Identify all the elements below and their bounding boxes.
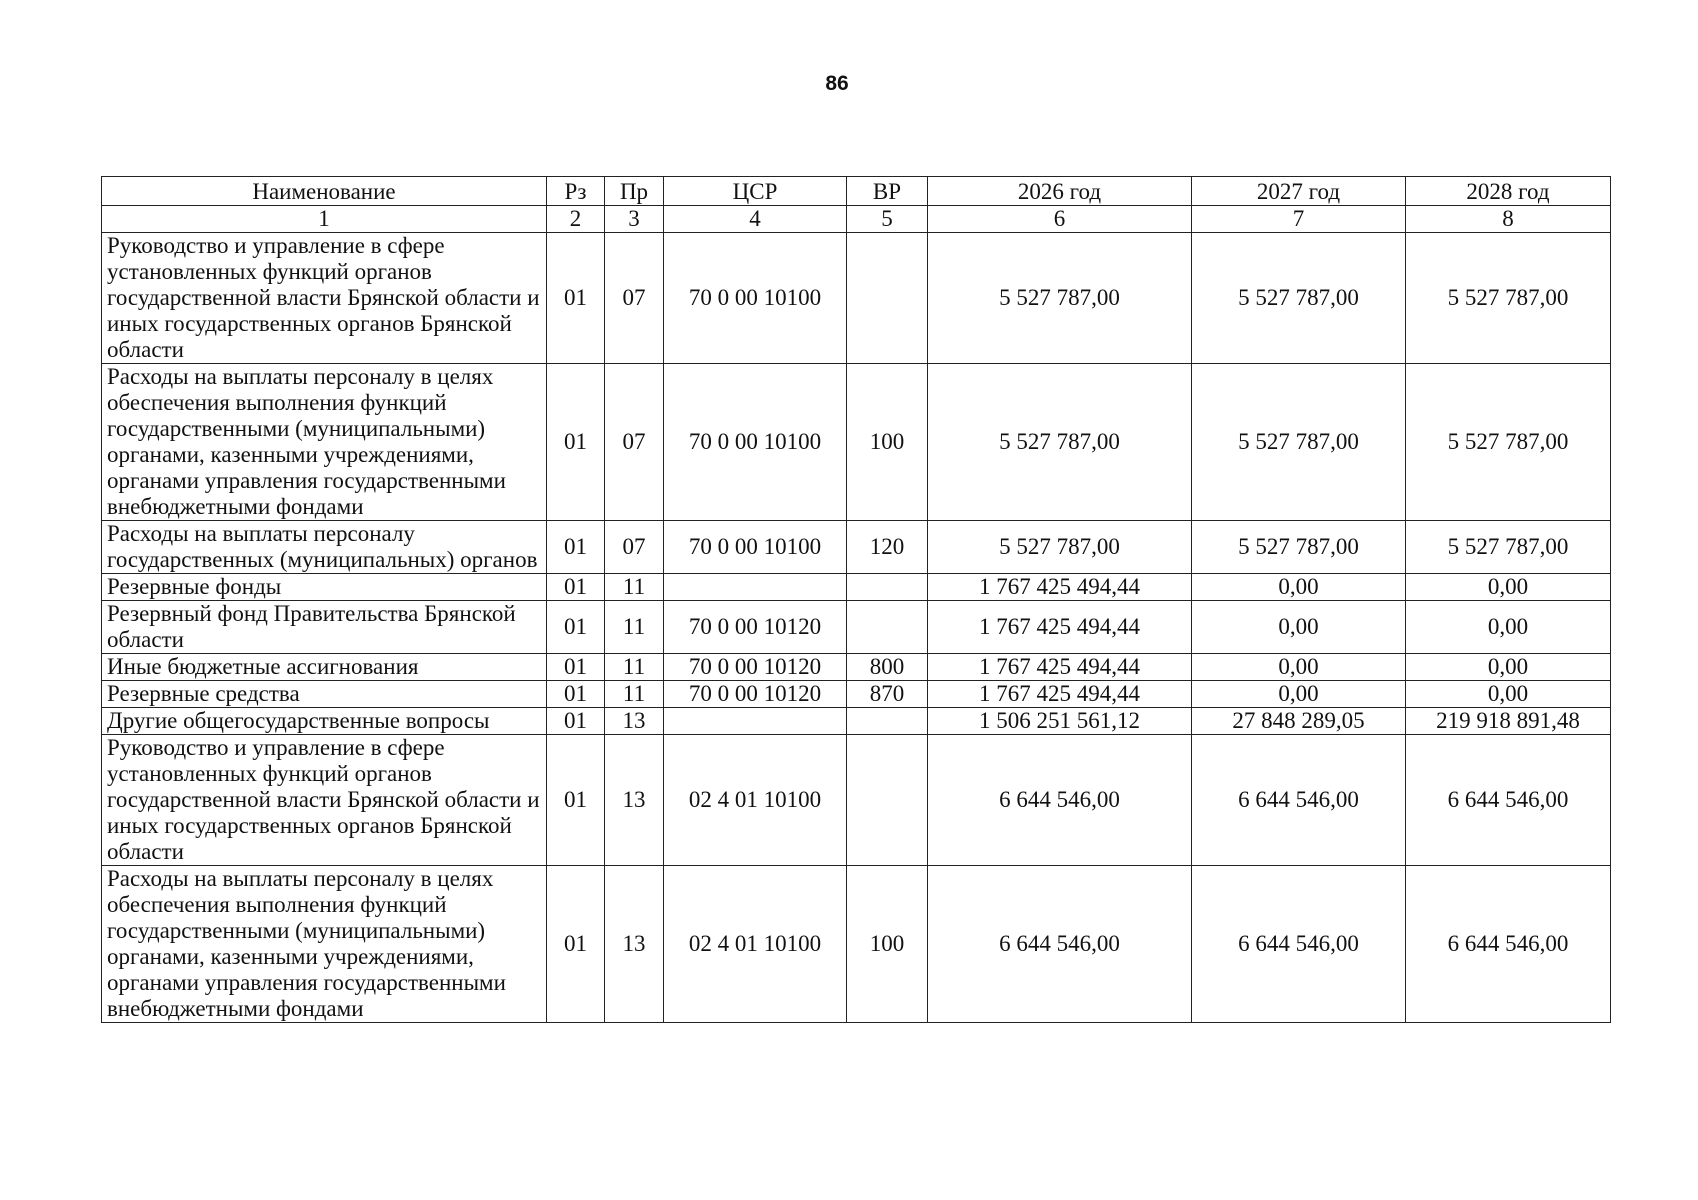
column-number: 2 xyxy=(547,206,605,233)
header-2028: 2028 год xyxy=(1406,177,1611,206)
row-2028: 6 644 546,00 xyxy=(1406,735,1611,866)
row-2027: 0,00 xyxy=(1192,654,1406,681)
row-rz: 01 xyxy=(547,601,605,654)
column-number: 4 xyxy=(664,206,847,233)
row-2028: 5 527 787,00 xyxy=(1406,521,1611,574)
row-rz: 01 xyxy=(547,681,605,708)
row-pr: 07 xyxy=(605,521,664,574)
row-2027: 27 848 289,05 xyxy=(1192,708,1406,735)
page-number: 86 xyxy=(825,72,849,95)
row-vr xyxy=(847,601,928,654)
row-2026: 1 767 425 494,44 xyxy=(928,681,1192,708)
row-vr: 800 xyxy=(847,654,928,681)
row-vr xyxy=(847,735,928,866)
row-vr: 870 xyxy=(847,681,928,708)
row-vr: 100 xyxy=(847,364,928,521)
row-rz: 01 xyxy=(547,364,605,521)
row-pr: 11 xyxy=(605,681,664,708)
row-csr: 70 0 00 10100 xyxy=(664,521,847,574)
table-row xyxy=(102,866,1611,1023)
row-rz: 01 xyxy=(547,233,605,364)
row-2028: 219 918 891,48 xyxy=(1406,708,1611,735)
row-csr xyxy=(664,708,847,735)
row-rz: 01 xyxy=(547,574,605,601)
row-name: Расходы на выплаты персоналу государственных (муниципальных) органов xyxy=(102,521,547,574)
column-number: 8 xyxy=(1406,206,1611,233)
header-pr: Пр xyxy=(605,177,664,206)
row-2026: 5 527 787,00 xyxy=(928,521,1192,574)
row-2026: 1 767 425 494,44 xyxy=(928,601,1192,654)
row-2026: 6 644 546,00 xyxy=(928,866,1192,1023)
row-pr: 13 xyxy=(605,866,664,1023)
row-2026: 6 644 546,00 xyxy=(928,735,1192,866)
row-rz: 01 xyxy=(547,654,605,681)
row-name: Резервный фонд Правительства Брянской области xyxy=(102,601,547,654)
row-name: Расходы на выплаты персоналу в целях обеспечения выполнения функций государственными (муниципальными) органами, казенными учреждениями, органами управления государственными внебюджетными фондами xyxy=(102,866,547,1023)
row-rz: 01 xyxy=(547,866,605,1023)
row-vr xyxy=(847,233,928,364)
table-row xyxy=(102,735,1611,866)
header-2026: 2026 год xyxy=(928,177,1192,206)
table-row xyxy=(102,708,1611,735)
row-vr xyxy=(847,708,928,735)
row-csr: 70 0 00 10120 xyxy=(664,681,847,708)
row-2027: 0,00 xyxy=(1192,601,1406,654)
row-name: Другие общегосударственные вопросы xyxy=(102,708,547,735)
row-pr: 13 xyxy=(605,708,664,735)
header-csr: ЦСР xyxy=(664,177,847,206)
table-row xyxy=(102,364,1611,521)
column-number-row xyxy=(102,206,1611,233)
row-2027: 6 644 546,00 xyxy=(1192,866,1406,1023)
row-rz: 01 xyxy=(547,708,605,735)
row-pr: 11 xyxy=(605,574,664,601)
row-2027: 0,00 xyxy=(1192,574,1406,601)
row-2027: 5 527 787,00 xyxy=(1192,364,1406,521)
row-csr xyxy=(664,574,847,601)
row-name: Резервные средства xyxy=(102,681,547,708)
column-number: 1 xyxy=(102,206,547,233)
header-row xyxy=(102,177,1611,206)
header-name: Наименование xyxy=(102,177,547,206)
row-csr: 70 0 00 10100 xyxy=(664,364,847,521)
row-2026: 1 767 425 494,44 xyxy=(928,654,1192,681)
table-body xyxy=(102,233,1611,1023)
row-vr xyxy=(847,574,928,601)
row-rz: 01 xyxy=(547,521,605,574)
row-2026: 1 767 425 494,44 xyxy=(928,574,1192,601)
row-2026: 1 506 251 561,12 xyxy=(928,708,1192,735)
row-2026: 5 527 787,00 xyxy=(928,364,1192,521)
row-2026: 5 527 787,00 xyxy=(928,233,1192,364)
row-2027: 0,00 xyxy=(1192,681,1406,708)
row-rz: 01 xyxy=(547,735,605,866)
row-2028: 0,00 xyxy=(1406,654,1611,681)
column-number: 3 xyxy=(605,206,664,233)
row-2027: 5 527 787,00 xyxy=(1192,233,1406,364)
row-2028: 0,00 xyxy=(1406,574,1611,601)
budget-table xyxy=(101,176,1611,1023)
header-vr: ВР xyxy=(847,177,928,206)
row-2028: 5 527 787,00 xyxy=(1406,233,1611,364)
row-2028: 0,00 xyxy=(1406,601,1611,654)
column-number: 6 xyxy=(928,206,1192,233)
row-2028: 5 527 787,00 xyxy=(1406,364,1611,521)
table-row xyxy=(102,233,1611,364)
table-row xyxy=(102,654,1611,681)
row-2027: 5 527 787,00 xyxy=(1192,521,1406,574)
row-2028: 6 644 546,00 xyxy=(1406,866,1611,1023)
row-csr: 70 0 00 10120 xyxy=(664,654,847,681)
header-2027: 2027 год xyxy=(1192,177,1406,206)
row-name: Расходы на выплаты персоналу в целях обеспечения выполнения функций государственными (муниципальными) органами, казенными учреждениями, органами управления государственными внебюджетными фондами xyxy=(102,364,547,521)
row-pr: 11 xyxy=(605,601,664,654)
row-vr: 120 xyxy=(847,521,928,574)
row-name: Руководство и управление в сфере установленных функций органов государственной власти Брянской области и иных государственных органов Брянской области xyxy=(102,233,547,364)
row-csr: 70 0 00 10120 xyxy=(664,601,847,654)
row-name: Руководство и управление в сфере установленных функций органов государственной власти Брянской области и иных государственных органов Брянской области xyxy=(102,735,547,866)
table-row xyxy=(102,574,1611,601)
row-csr: 70 0 00 10100 xyxy=(664,233,847,364)
column-number: 5 xyxy=(847,206,928,233)
row-pr: 07 xyxy=(605,364,664,521)
row-name: Иные бюджетные ассигнования xyxy=(102,654,547,681)
row-vr: 100 xyxy=(847,866,928,1023)
row-2028: 0,00 xyxy=(1406,681,1611,708)
row-csr: 02 4 01 10100 xyxy=(664,866,847,1023)
row-pr: 07 xyxy=(605,233,664,364)
row-csr: 02 4 01 10100 xyxy=(664,735,847,866)
table-row xyxy=(102,601,1611,654)
row-pr: 11 xyxy=(605,654,664,681)
row-pr: 13 xyxy=(605,735,664,866)
table-row xyxy=(102,681,1611,708)
header-rz: Рз xyxy=(547,177,605,206)
table-row xyxy=(102,521,1611,574)
row-name: Резервные фонды xyxy=(102,574,547,601)
row-2027: 6 644 546,00 xyxy=(1192,735,1406,866)
column-number: 7 xyxy=(1192,206,1406,233)
